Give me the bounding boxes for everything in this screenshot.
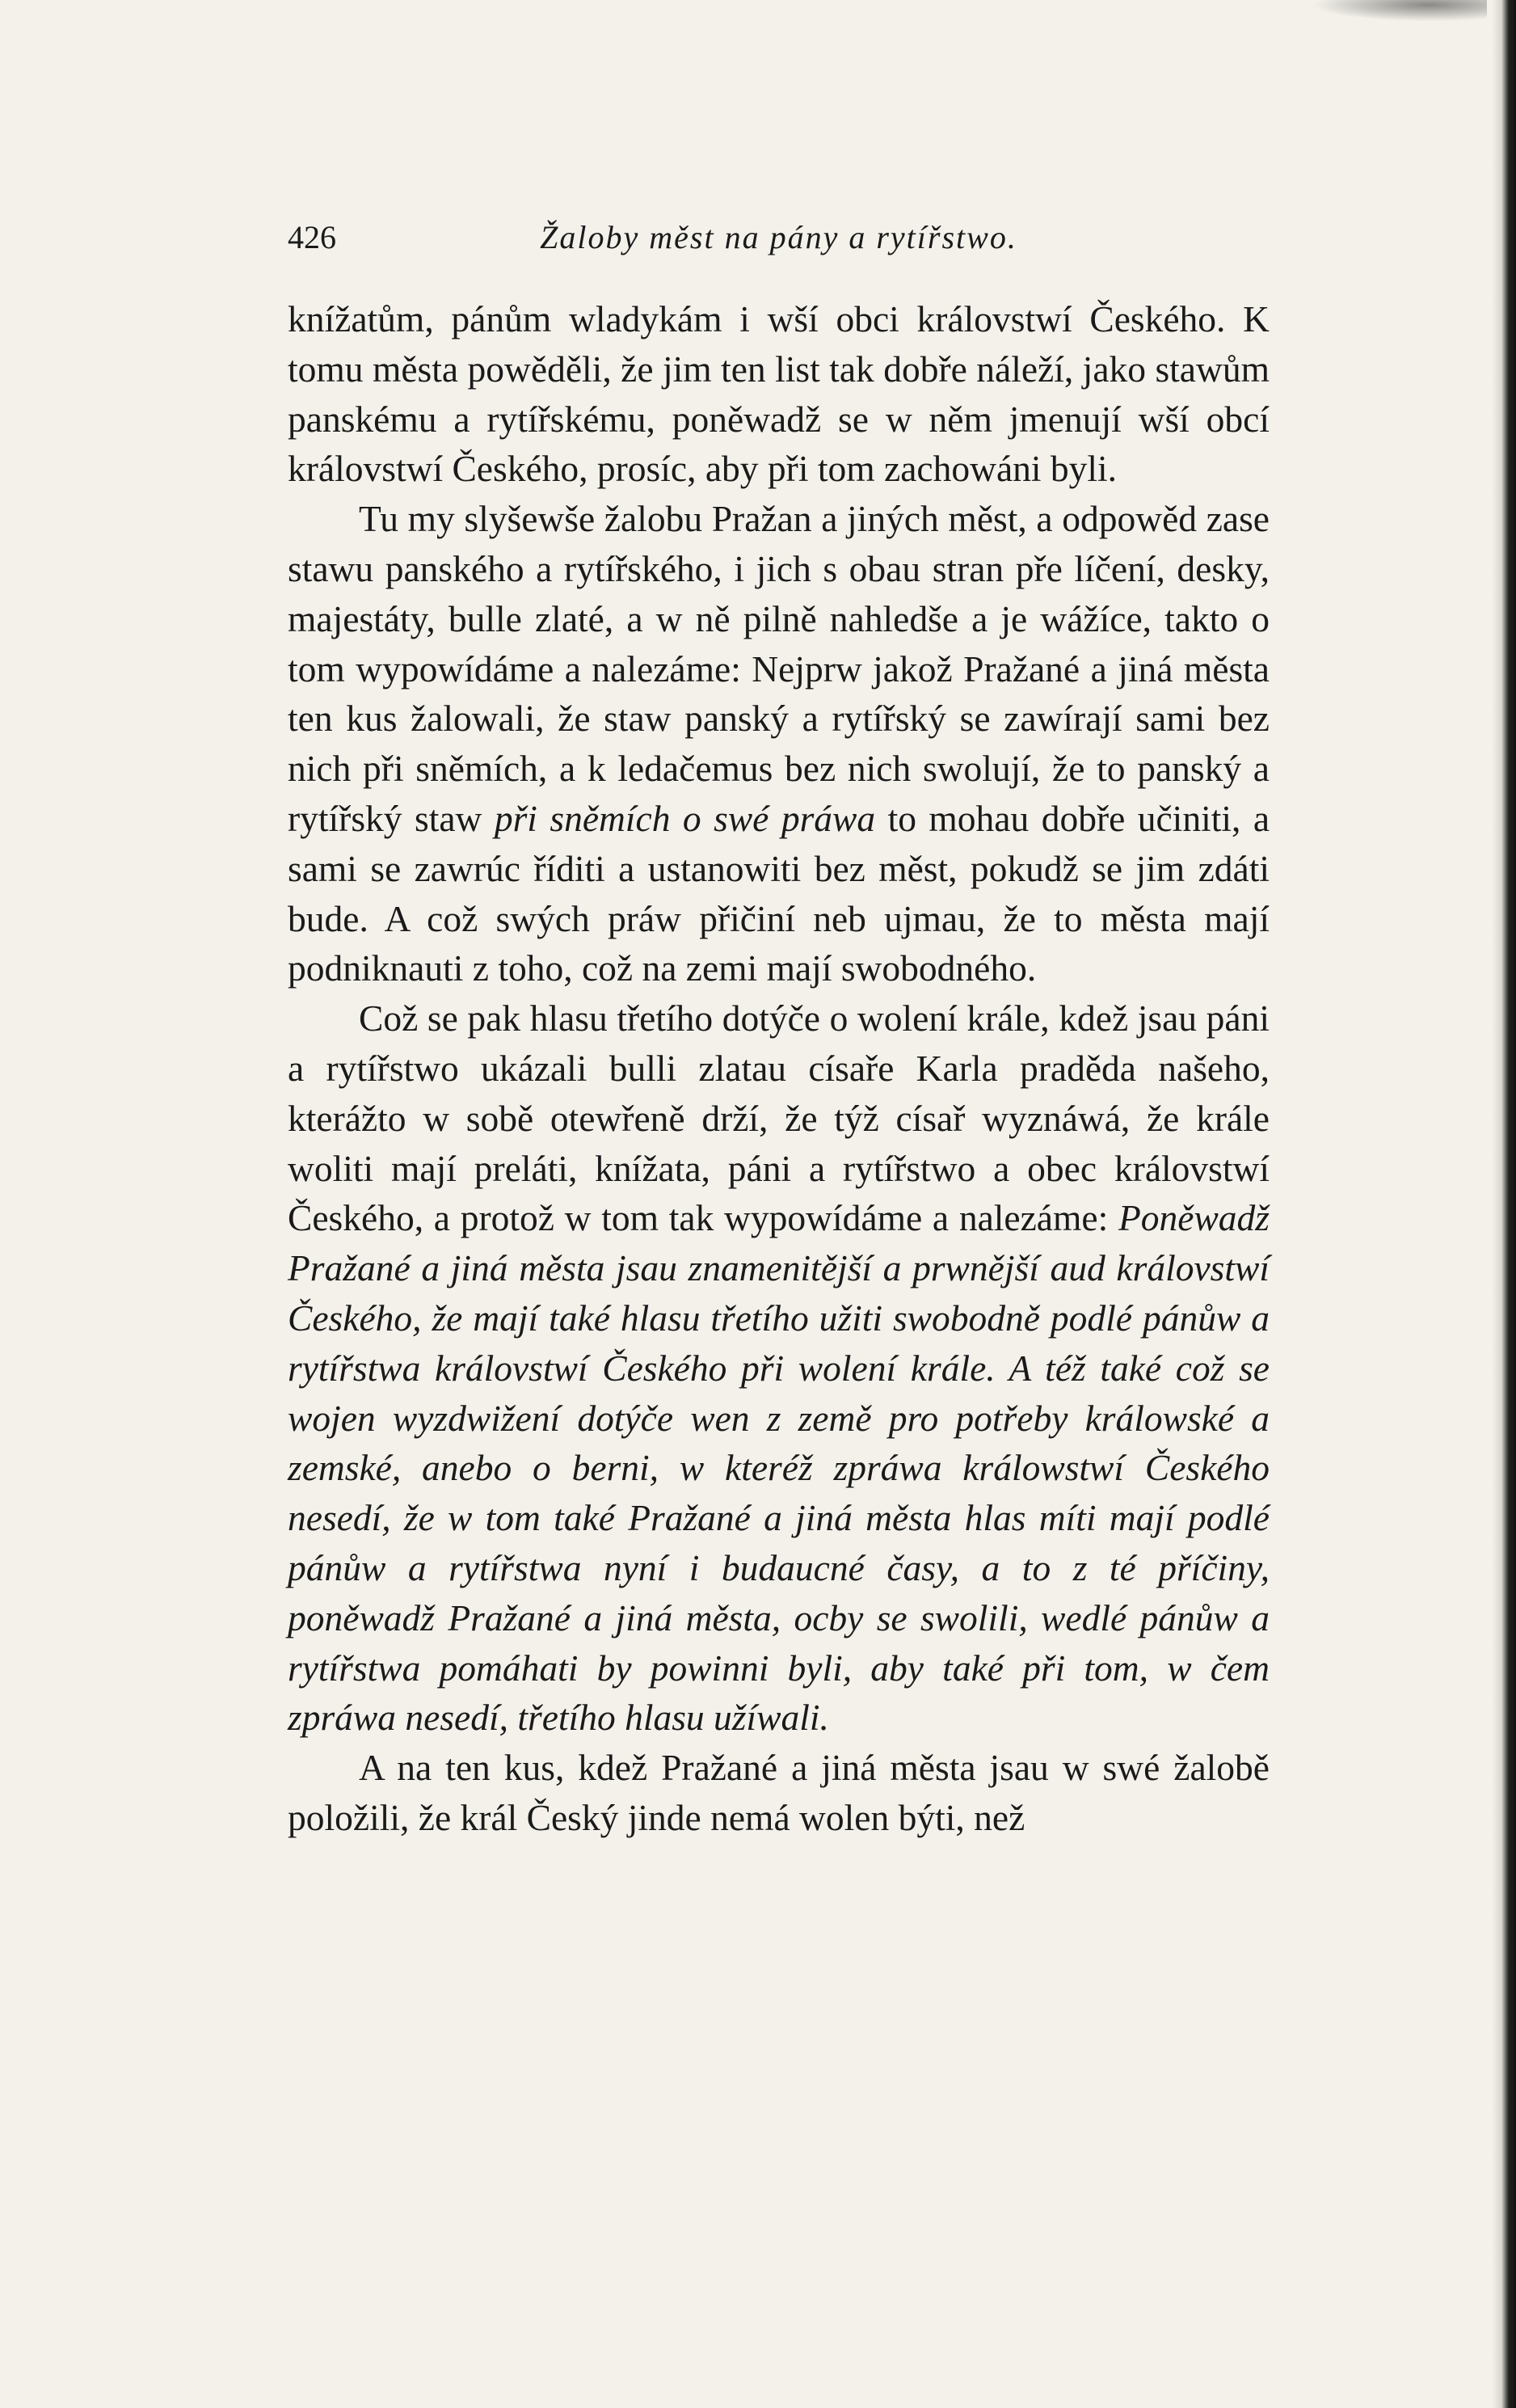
page-number: 426	[288, 219, 336, 255]
paragraph-3	[288, 993, 1270, 1743]
paragraph-2-text-c: to mohau dobře učiniti, a sami se zawrúc říditi a ustanowiti bez měst, pokudž se jim zdáti bude. A což swých práw přičiní neb ujmau, že to města mají podniknauti z toho, což na zemi mají swobodného.	[288, 797, 1270, 989]
scan-smudge	[1293, 0, 1487, 24]
scan-edge	[1492, 0, 1516, 2408]
body-text	[288, 294, 1270, 1843]
paragraph-3-italic: Poněwadž Pražané a jiná města jsau znamenitější a prwnější aud královstwí Českého, že mají také hlasu třetího užiti swobodně podlé pánůw a rytířstwa královstwí Českého při wolení krále. A též také což se wojen wyzdwižení dotýče wen z země pro potřeby králowské a zemské, anebo o berni, w kteréž zpráwa králowstwí Českého nesedí, že w tom také Pražané a jiná města hlas míti mají podlé pánůw a rytířstwa nyní i budaucné časy, a to z té příčiny, poněwadž Pražané a jiná města, ocby se swolili, wedlé pánůw a rytířstwa pomáhati by powinni byli, aby také při tom, w čem zpráwa nesedí, třetího hlasu užíwali.	[288, 1197, 1270, 1739]
paragraph-1-text: knížatům, pánům wladykám i wší obci královstwí Českého. K tomu města powěděli, že jim ten list tak dobře náleží, jako stawům panskému a rytířskému, poněwadž se w něm jmenují wší obcí královstwí Českého, prosíc, aby při tom zachowáni byli.	[288, 298, 1270, 490]
book-page	[288, 218, 1270, 1843]
paragraph-2-italic: při sněmích o swé práwa	[494, 797, 876, 839]
running-head	[288, 218, 1270, 275]
paragraph-2	[288, 494, 1270, 993]
paragraph-2-text-a: Tu my slyšewše žalobu Pražan a jiných měst, a odpowěd zase stawu panského a rytířského, i jich s obau stran pře líčení, desky, majestáty, bulle zlaté, a w ně pilně nahledše a je wážíce, takto o tom wypowídáme a nalezáme: Nejprw jakož Pražané a jiná města ten kus žalowali, že staw panský a rytířský se zawírají sami bez nich při sněmích, a k ledačemus bez nich swolují, že to panský a rytířský staw	[288, 498, 1270, 839]
paragraph-4-text: A na ten kus, kdež Pražané a jiná města jsau w swé žalobě položili, že král Český jinde nemá wolen býti, než	[288, 1747, 1270, 1838]
paragraph-1	[288, 294, 1270, 494]
running-title: Žaloby měst na pány a rytířstwo.	[540, 219, 1017, 255]
paragraph-3-text-a: Což se pak hlasu třetího dotýče o wolení krále, kdež jsau páni a rytířstwo ukázali bulli zlatau císaře Karla praděda našeho, kterážto w sobě otewřeně drží, že týž císař wyznáwá, že krále woliti mají preláti, knížata, páni a rytířstwo a obec královstwí Českého, a protož w tom tak wypowídáme a nalezáme:	[288, 997, 1270, 1239]
paragraph-4	[288, 1743, 1270, 1843]
